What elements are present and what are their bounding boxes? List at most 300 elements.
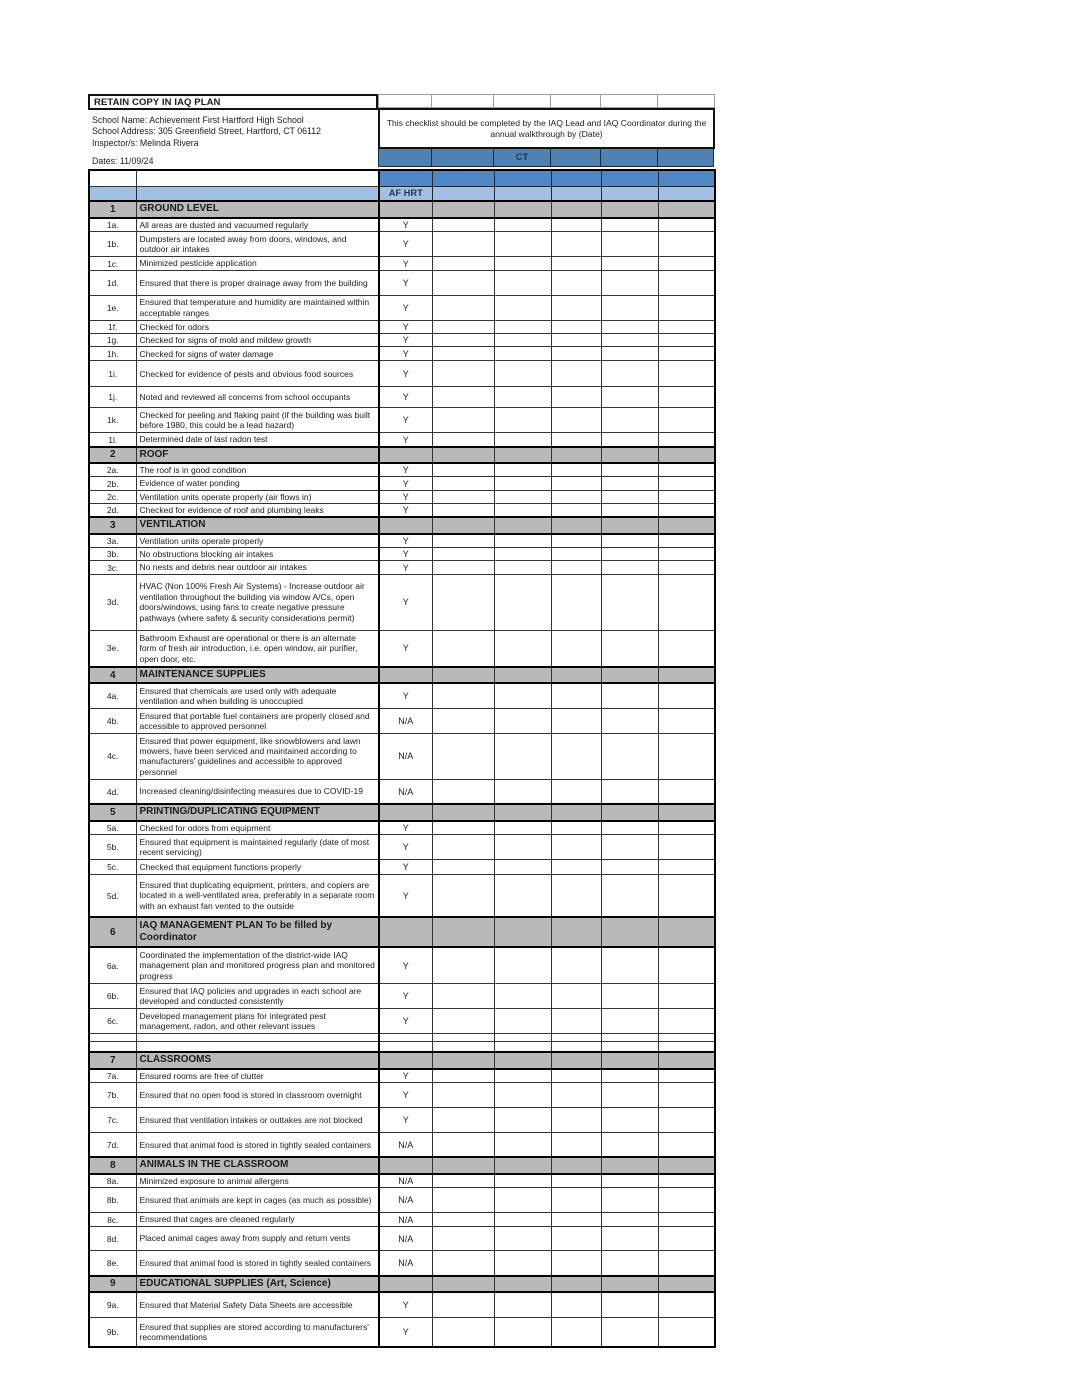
status-cell — [551, 1157, 601, 1173]
status-cell — [551, 1082, 601, 1107]
status-cell — [432, 561, 494, 574]
status-cell — [551, 477, 601, 490]
section-title: VENTILATION — [136, 517, 379, 533]
item-text: Ensured that portable fuel containers are properly closed and accessible to approved personnel — [136, 708, 379, 733]
section-number: 4 — [89, 667, 136, 683]
status-cell — [658, 1174, 715, 1188]
status-cell — [432, 232, 494, 257]
status-cell — [658, 257, 715, 270]
item-id: 8a. — [89, 1174, 136, 1188]
item-id: 9b. — [89, 1318, 136, 1347]
status-cell — [551, 574, 601, 630]
status-cell — [658, 917, 715, 947]
status-cell — [551, 1188, 601, 1213]
item-id: 2b. — [89, 477, 136, 490]
status-cell — [551, 408, 601, 433]
status-cell — [494, 504, 551, 518]
item-id: 4d. — [89, 779, 136, 804]
status-cell — [601, 257, 658, 270]
status-cell — [432, 201, 494, 218]
status-cell — [432, 947, 494, 983]
spacer-cell — [89, 1033, 136, 1041]
status-cell — [551, 630, 601, 667]
spacer-row — [89, 1033, 715, 1041]
status-cell — [432, 1188, 494, 1213]
status-cell — [432, 574, 494, 630]
status-cell — [601, 630, 658, 667]
item-status: Y — [379, 983, 432, 1008]
status-cell — [658, 874, 715, 917]
status-cell — [494, 834, 551, 859]
status-cell — [658, 433, 715, 447]
status-cell — [658, 1188, 715, 1213]
status-cell — [432, 683, 494, 708]
status-cell — [601, 347, 658, 361]
status-cell — [551, 320, 601, 333]
status-cell — [494, 917, 551, 947]
status-cell — [658, 804, 715, 820]
status-cell — [658, 477, 715, 490]
status-cell — [494, 232, 551, 257]
item-status: Y — [379, 361, 432, 387]
checklist-row — [89, 218, 715, 232]
status-cell — [551, 1132, 601, 1157]
item-id: 1f. — [89, 320, 136, 333]
status-cell — [494, 1082, 551, 1107]
status-cell — [494, 821, 551, 835]
item-id: 2d. — [89, 504, 136, 518]
checklist-table — [88, 169, 716, 1348]
spacer-cell — [432, 1033, 494, 1041]
status-cell — [551, 218, 601, 232]
status-cell — [494, 477, 551, 490]
item-text: Evidence of water ponding — [136, 477, 379, 490]
status-cell — [658, 834, 715, 859]
status-cell — [432, 517, 494, 533]
status-cell — [601, 387, 658, 408]
checklist-row — [89, 1174, 715, 1188]
status-cell — [658, 733, 715, 779]
item-id: 4a. — [89, 683, 136, 708]
status-cell — [432, 1008, 494, 1033]
status-cell — [658, 859, 715, 874]
item-text: Ensured that cages are cleaned regularly — [136, 1213, 379, 1227]
checklist-row — [89, 821, 715, 835]
item-status: N/A — [379, 708, 432, 733]
status-cell — [379, 804, 432, 820]
status-cell — [601, 1213, 658, 1227]
status-cell — [494, 295, 551, 320]
status-cell — [432, 859, 494, 874]
checklist-row — [89, 779, 715, 804]
status-cell — [601, 1082, 658, 1107]
status-cell — [601, 1132, 658, 1157]
inspectors: Inspector/s: Melinda Rivera — [92, 137, 199, 148]
status-cell — [601, 295, 658, 320]
status-cell — [551, 708, 601, 733]
item-text: Checked for evidence of pests and obvious food sources — [136, 361, 379, 387]
school-info-block — [88, 94, 378, 169]
section-row — [89, 1276, 715, 1292]
item-id: 2c. — [89, 490, 136, 503]
section-title: IAQ MANAGEMENT PLAN To be filled by Coordinator — [136, 917, 379, 947]
spacer-cell — [136, 1041, 379, 1052]
item-id: 7a. — [89, 1069, 136, 1083]
item-id: 7c. — [89, 1107, 136, 1132]
status-cell — [601, 947, 658, 983]
status-cell — [432, 534, 494, 548]
item-status: N/A — [379, 1132, 432, 1157]
status-cell — [658, 1213, 715, 1227]
status-cell — [551, 1052, 601, 1068]
status-cell — [601, 534, 658, 548]
status-cell — [494, 1318, 551, 1347]
item-id: 1j. — [89, 387, 136, 408]
checklist-row — [89, 232, 715, 257]
item-text: Coordinated the implementation of the district-wide IAQ management plan and monitored progress plan and monitored progress — [136, 947, 379, 983]
spacer-cell — [551, 1041, 601, 1052]
status-cell — [601, 408, 658, 433]
item-text: Ensured that animal food is stored in tightly sealed containers — [136, 1251, 379, 1276]
iaq-checklist-sheet — [88, 94, 715, 1348]
status-cell — [432, 490, 494, 503]
checklist-row — [89, 683, 715, 708]
status-cell — [494, 320, 551, 333]
section-title: MAINTENANCE SUPPLIES — [136, 667, 379, 683]
item-status: Y — [379, 320, 432, 333]
item-status: Y — [379, 232, 432, 257]
status-cell — [551, 433, 601, 447]
status-cell — [494, 1107, 551, 1132]
status-cell — [658, 1157, 715, 1173]
status-cell — [658, 334, 715, 347]
spacer-cell — [379, 1033, 432, 1041]
status-cell — [494, 983, 551, 1008]
status-cell — [432, 1227, 494, 1251]
status-cell — [601, 270, 658, 295]
item-status: N/A — [379, 1213, 432, 1227]
item-id: 1k. — [89, 408, 136, 433]
item-status: Y — [379, 947, 432, 983]
item-text: Minimized exposure to animal allergens — [136, 1174, 379, 1188]
item-status: Y — [379, 1292, 432, 1318]
status-cell — [658, 1292, 715, 1318]
header-region — [88, 94, 715, 169]
item-text: No obstructions blocking air intakes — [136, 547, 379, 560]
status-cell — [379, 667, 432, 683]
item-id: 7d. — [89, 1132, 136, 1157]
status-cell — [601, 859, 658, 874]
checklist-row — [89, 1008, 715, 1033]
state-cell — [600, 149, 657, 167]
item-id: 2a. — [89, 463, 136, 477]
status-cell — [432, 257, 494, 270]
item-status: Y — [379, 859, 432, 874]
status-cell — [551, 561, 601, 574]
status-cell — [494, 1213, 551, 1227]
status-cell — [658, 270, 715, 295]
item-id: 6b. — [89, 983, 136, 1008]
item-text: Noted and reviewed all concerns from school occupants — [136, 387, 379, 408]
status-cell — [601, 708, 658, 733]
spacer-cell — [601, 1041, 658, 1052]
status-cell — [658, 1318, 715, 1347]
section-row — [89, 447, 715, 463]
band-cell — [658, 170, 715, 186]
item-id: 3b. — [89, 547, 136, 560]
checklist-instruction: This checklist should be completed by the IAQ Lead and IAQ Coordinator during the annual walkthrough by (Date) — [378, 108, 715, 149]
status-cell — [432, 1276, 494, 1292]
item-text: Increased cleaning/disinfecting measures due to COVID-19 — [136, 779, 379, 804]
checklist-row — [89, 733, 715, 779]
spacer-cell — [551, 1033, 601, 1041]
item-text: Ventilation units operate properly — [136, 534, 379, 548]
status-cell — [658, 1107, 715, 1132]
status-cell — [551, 733, 601, 779]
checklist-row — [89, 361, 715, 387]
status-cell — [432, 821, 494, 835]
status-cell — [601, 1008, 658, 1033]
checklist-row — [89, 630, 715, 667]
status-cell — [551, 1227, 601, 1251]
status-cell — [601, 804, 658, 820]
empty-cell — [136, 186, 379, 201]
status-cell — [432, 1082, 494, 1107]
status-cell — [601, 561, 658, 574]
section-number: 6 — [89, 917, 136, 947]
status-cell — [494, 667, 551, 683]
item-id: 4c. — [89, 733, 136, 779]
status-cell — [551, 270, 601, 295]
section-row — [89, 667, 715, 683]
item-text: Ensured that equipment is maintained regularly (date of most recent servicing) — [136, 834, 379, 859]
status-cell — [432, 834, 494, 859]
status-cell — [601, 667, 658, 683]
section-title: EDUCATIONAL SUPPLIES (Art, Science) — [136, 1276, 379, 1292]
item-status: Y — [379, 257, 432, 270]
status-cell — [494, 947, 551, 983]
status-cell — [494, 874, 551, 917]
status-cell — [658, 361, 715, 387]
status-cell — [432, 547, 494, 560]
item-status: Y — [379, 561, 432, 574]
status-cell — [658, 1082, 715, 1107]
checklist-row — [89, 834, 715, 859]
checklist-note-block — [378, 94, 715, 169]
status-cell — [601, 1227, 658, 1251]
checklist-row — [89, 347, 715, 361]
status-cell — [494, 334, 551, 347]
status-cell — [601, 983, 658, 1008]
section-number: 3 — [89, 517, 136, 533]
status-cell — [379, 917, 432, 947]
status-cell — [379, 517, 432, 533]
status-cell — [432, 1292, 494, 1318]
item-text: Checked that equipment functions properly — [136, 859, 379, 874]
status-cell — [601, 361, 658, 387]
status-cell — [551, 1107, 601, 1132]
status-cell — [432, 1069, 494, 1083]
state-cell — [378, 149, 431, 167]
item-status: Y — [379, 547, 432, 560]
status-cell — [494, 1292, 551, 1318]
checklist-row — [89, 463, 715, 477]
section-title: GROUND LEVEL — [136, 201, 379, 218]
status-cell — [432, 463, 494, 477]
item-text: Determined date of last radon test — [136, 433, 379, 447]
spacer-cell — [89, 1041, 136, 1052]
item-id: 1e. — [89, 295, 136, 320]
status-cell — [551, 1174, 601, 1188]
item-text: Ensured that animal food is stored in tightly sealed containers — [136, 1132, 379, 1157]
item-text: No nests and debris near outdoor air intakes — [136, 561, 379, 574]
checklist-row — [89, 1132, 715, 1157]
band-cell — [379, 170, 432, 186]
checklist-row — [89, 874, 715, 917]
band-cell — [551, 186, 601, 201]
item-status: Y — [379, 490, 432, 503]
status-cell — [551, 683, 601, 708]
status-cell — [601, 874, 658, 917]
status-cell — [494, 804, 551, 820]
status-cell — [658, 1251, 715, 1276]
status-cell — [551, 859, 601, 874]
item-status: Y — [379, 1082, 432, 1107]
status-cell — [432, 361, 494, 387]
status-cell — [658, 1069, 715, 1083]
status-cell — [432, 295, 494, 320]
status-cell — [658, 387, 715, 408]
item-text: Ensured that power equipment, like snowblowers and lawn mowers, have been serviced and maintained according to manufacturers' guidelines and accessible to approved personnel — [136, 733, 379, 779]
status-cell — [658, 490, 715, 503]
state-cell — [431, 149, 493, 167]
status-cell — [494, 1227, 551, 1251]
status-cell — [601, 1157, 658, 1173]
status-cell — [551, 834, 601, 859]
status-cell — [494, 201, 551, 218]
item-text: Ensured that there is proper drainage away from the building — [136, 270, 379, 295]
status-cell — [432, 270, 494, 295]
item-status: Y — [379, 534, 432, 548]
status-cell — [658, 504, 715, 518]
section-number: 8 — [89, 1157, 136, 1173]
spacer-cell — [432, 1041, 494, 1052]
status-cell — [494, 517, 551, 533]
status-cell — [432, 334, 494, 347]
status-cell — [432, 1107, 494, 1132]
spacer-row — [89, 1041, 715, 1052]
status-cell — [658, 1132, 715, 1157]
status-cell — [551, 201, 601, 218]
item-text: Ventilation units operate properly (air flows in) — [136, 490, 379, 503]
status-cell — [601, 433, 658, 447]
item-status: Y — [379, 433, 432, 447]
status-cell — [432, 1174, 494, 1188]
status-cell — [658, 408, 715, 433]
checklist-row — [89, 547, 715, 560]
band-cell — [601, 186, 658, 201]
section-row — [89, 1052, 715, 1068]
status-cell — [601, 821, 658, 835]
empty-cell — [600, 95, 657, 108]
status-cell — [494, 433, 551, 447]
item-id: 1c. — [89, 257, 136, 270]
status-cell — [494, 708, 551, 733]
status-cell — [658, 232, 715, 257]
item-status: Y — [379, 504, 432, 518]
item-id: 8e. — [89, 1251, 136, 1276]
checklist-row — [89, 859, 715, 874]
band-cell — [432, 186, 494, 201]
checklist-row — [89, 1188, 715, 1213]
status-cell — [551, 232, 601, 257]
status-cell — [658, 708, 715, 733]
status-cell — [658, 1276, 715, 1292]
status-cell — [658, 1052, 715, 1068]
item-id: 5b. — [89, 834, 136, 859]
item-status: Y — [379, 387, 432, 408]
checklist-row — [89, 387, 715, 408]
item-id: 6c. — [89, 1008, 136, 1033]
status-cell — [551, 983, 601, 1008]
state-cell — [657, 149, 714, 167]
item-id: 1a. — [89, 218, 136, 232]
status-cell — [658, 347, 715, 361]
status-cell — [432, 733, 494, 779]
status-cell — [432, 804, 494, 820]
item-id: 8b. — [89, 1188, 136, 1213]
status-cell — [551, 1008, 601, 1033]
item-text: Ensured that no open food is stored in classroom overnight — [136, 1082, 379, 1107]
item-id: 4b. — [89, 708, 136, 733]
item-id: 5d. — [89, 874, 136, 917]
item-status: Y — [379, 1107, 432, 1132]
status-cell — [379, 1052, 432, 1068]
checklist-row — [89, 1292, 715, 1318]
item-id: 3d. — [89, 574, 136, 630]
item-text: Developed management plans for integrated pest management, radon, and other relevant issues — [136, 1008, 379, 1033]
item-status: Y — [379, 463, 432, 477]
status-cell — [494, 1174, 551, 1188]
status-cell — [494, 534, 551, 548]
status-cell — [601, 477, 658, 490]
item-text: HVAC (Non 100% Fresh Air Systems) - Increase outdoor air ventilation throughout the building via window A/Cs, open doors/windows, using fans to create negative pressure pathways (where safety & security considerations permit) — [136, 574, 379, 630]
item-id: 7b. — [89, 1082, 136, 1107]
item-id: 1i. — [89, 361, 136, 387]
status-cell — [432, 983, 494, 1008]
checklist-row — [89, 1227, 715, 1251]
status-cell — [601, 517, 658, 533]
status-cell — [658, 779, 715, 804]
item-text: Checked for signs of mold and mildew growth — [136, 334, 379, 347]
section-number: 5 — [89, 804, 136, 820]
status-cell — [551, 1276, 601, 1292]
item-id: 1b. — [89, 232, 136, 257]
checklist-row — [89, 1318, 715, 1347]
status-cell — [494, 630, 551, 667]
status-cell — [658, 201, 715, 218]
band-cell — [494, 170, 551, 186]
status-cell — [494, 683, 551, 708]
status-cell — [601, 232, 658, 257]
status-cell — [658, 821, 715, 835]
status-cell — [494, 733, 551, 779]
band-cell — [601, 170, 658, 186]
checklist-row — [89, 334, 715, 347]
status-cell — [494, 779, 551, 804]
item-text: Checked for odors — [136, 320, 379, 333]
checklist-row — [89, 295, 715, 320]
